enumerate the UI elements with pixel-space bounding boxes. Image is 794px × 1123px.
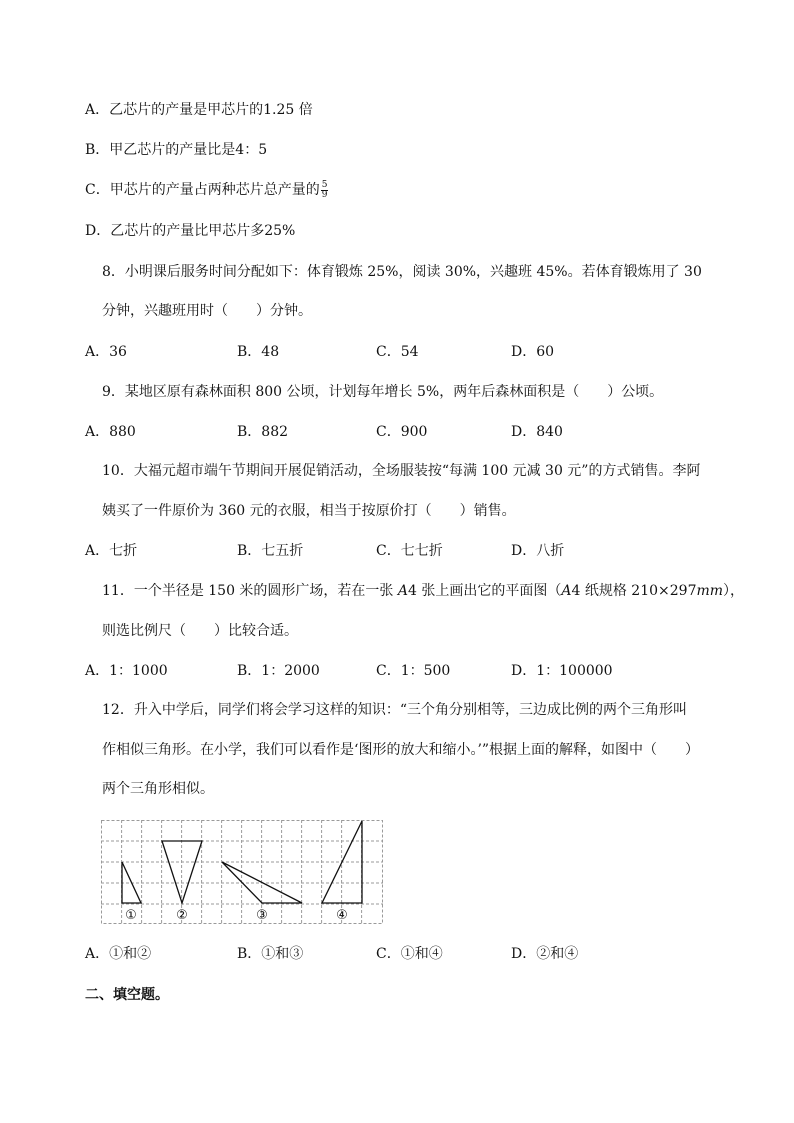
q8-line2: 分钟，兴趣班用时（ ）分钟。 (102, 303, 312, 319)
q9-line1: 9．某地区原有森林面积 800 公顷，计划每年增长 5%，两年后森林面积是（ ）公顷。 (102, 384, 664, 400)
q11-text-a: 11．一个半径是 150 米的圆形广场，若在一张 (102, 583, 398, 599)
q10-option-a: A．七折 (85, 543, 138, 559)
q11-text-c: 4 纸规格 210×297 (571, 583, 697, 599)
triangle-4-label: ④ (336, 908, 348, 923)
section-2-heading: 二、填空题。 (85, 987, 169, 1003)
q11-line1 (102, 581, 744, 601)
option-a-prev: A．乙芯片的产量是甲芯片的1.25 倍 (85, 102, 313, 118)
q10-option-b: B．七五折 (237, 543, 304, 559)
q11-option-b: B．1：2000 (237, 663, 320, 679)
option-b-prev: B．甲乙芯片的产量比是4：5 (85, 142, 268, 158)
q11-a4-italic-2: A (561, 583, 572, 599)
q9-option-b: B．882 (237, 424, 289, 440)
q10-option-d: D．八折 (511, 543, 565, 559)
q9-option-c: C．900 (376, 424, 428, 440)
q9-option-a: A．880 (85, 424, 136, 440)
q11-text-d: ）， (723, 583, 745, 599)
q11-unit: mm (696, 583, 724, 599)
q8-line1: 8．小明课后服务时间分配如下：体育锻炼 25%，阅读 30%，兴趣班 45%。若体育锻炼用了 30 (102, 264, 702, 280)
q12-line2: 作相似三角形。在小学，我们可以看作是‘图形的放大和缩小。’”根据上面的解释，如图中（ ） (102, 742, 700, 758)
q9-option-d: D．840 (511, 424, 563, 440)
q8-option-d: D．60 (511, 344, 555, 360)
triangle-2-label: ② (176, 908, 188, 923)
q12-option-c: C．①和④ (376, 946, 443, 962)
q10-line2: 姨买了一件原价为 360 元的衣服，相当于按原价打（ ）销售。 (102, 503, 516, 519)
q11-option-d: D．1：100000 (511, 663, 613, 679)
fraction-denominator: 9 (321, 189, 328, 200)
q11-text-b: 4 张上画出它的平面图（ (408, 583, 562, 599)
q10-line1: 10．大福元超市端午节期间开展促销活动，全场服装按“每满 100 元减 30 元”的方式销售。李阿 (102, 463, 701, 479)
triangle-3-label: ③ (256, 908, 268, 923)
q11-a4-italic: A (397, 583, 409, 599)
q12-line1: 12．升入中学后，同学们将会学习这样的知识：“三个角分别相等，三边成比例的两个三角形叫 (102, 702, 687, 718)
triangle-1-label: ① (125, 908, 137, 923)
q11-line2: 则选比例尺（ ）比较合适。 (102, 623, 298, 639)
q8-option-a: A．36 (85, 344, 127, 360)
triangles-grid-figure (101, 820, 385, 926)
q10-option-c: C．七七折 (376, 543, 443, 559)
q12-option-d: D．②和④ (511, 946, 579, 962)
q11-option-a: A．1：1000 (85, 663, 168, 679)
option-c-prev-text: C．甲芯片的产量占两种芯片总产量的 (85, 182, 320, 198)
q8-option-b: B．48 (237, 344, 280, 360)
option-d-prev: D．乙芯片的产量比甲芯片多25% (85, 223, 296, 239)
q11-option-c: C．1：500 (376, 663, 451, 679)
option-c-prev (85, 180, 328, 200)
q8-option-c: C．54 (376, 344, 419, 360)
q12-option-a: A．①和② (85, 946, 152, 962)
fraction-numerator: 5 (321, 179, 328, 190)
q12-option-b: B．①和③ (237, 946, 304, 962)
fraction-five-ninths (321, 181, 329, 200)
q12-line3: 两个三角形相似。 (102, 781, 214, 797)
